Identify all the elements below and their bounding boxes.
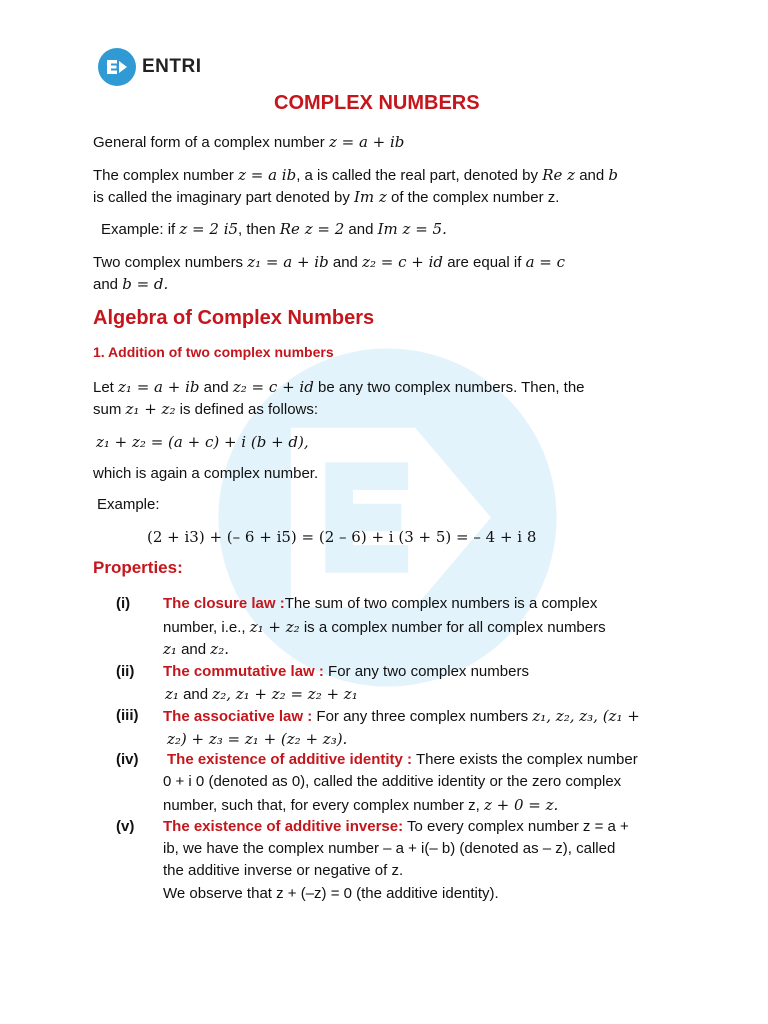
text-span: Let	[93, 379, 114, 396]
property-commutative-line1	[163, 661, 529, 683]
math-span: z₁ + z₂	[125, 400, 176, 418]
math-span: z₁	[165, 685, 179, 703]
addition-subheading: 1. Addition of two complex numbers	[93, 344, 334, 360]
algebra-heading: Algebra of Complex Numbers	[93, 307, 375, 329]
example-formula	[147, 526, 536, 549]
real-part-line	[93, 164, 618, 187]
property-inverse-line2: ib, we have the complex number – a + i(– b) (denoted as – z), called	[163, 840, 616, 857]
property-number: (ii)	[116, 663, 135, 680]
text-span: is defined as follows:	[179, 401, 319, 418]
math-span: z₂ = c + id	[232, 378, 314, 396]
text-span: For any three complex numbers	[312, 708, 529, 725]
math-span: Im z	[354, 188, 387, 206]
sum-line	[93, 398, 318, 421]
math-span: b = d.	[122, 275, 169, 293]
property-name: The closure law :	[163, 595, 285, 612]
property-identity-line2: 0 + i 0 (denoted as 0), called the additive identity or the zero complex	[163, 773, 622, 790]
text-span: Example: if	[101, 221, 176, 238]
text-span: Two complex numbers	[93, 254, 244, 271]
property-identity-line1	[167, 749, 638, 771]
property-number: (v)	[116, 818, 135, 835]
math-span: z₂.	[210, 640, 229, 658]
math-span: (2 + i3) + (– 6 + i5) = (2 – 6) + i (3 + 5) = – 4 + i 8	[147, 528, 537, 546]
math-span: z₂ = c + id	[362, 253, 444, 271]
property-commutative-line2	[165, 683, 358, 706]
again-line: which is again a complex number.	[93, 465, 319, 482]
text-span: sum	[93, 401, 122, 418]
entri-logo-icon	[98, 48, 136, 86]
general-form-text: General form of a complex number	[93, 134, 325, 151]
math-span: Im z = 5.	[377, 220, 447, 238]
general-form-line	[93, 131, 404, 154]
text-span: and	[203, 379, 229, 396]
properties-heading: Properties:	[93, 558, 183, 577]
property-closure-line1	[163, 593, 597, 615]
text-span: is called the imaginary part denoted by	[93, 189, 350, 206]
text-span: be any two complex numbers. Then, the	[317, 379, 585, 396]
text-span: number, i.e.,	[163, 619, 246, 636]
property-closure-line2	[163, 616, 606, 639]
page-title: COMPLEX NUMBERS	[274, 92, 480, 114]
property-inverse-line4: We observe that z + (–z) = 0 (the additive identity).	[163, 885, 499, 902]
text-span: number, such that, for every complex number z,	[163, 797, 480, 814]
equality-line-2	[93, 273, 168, 296]
property-associative-line2	[167, 728, 347, 751]
math-span: z + 0 = z.	[483, 796, 559, 814]
example-line	[101, 218, 447, 241]
text-span: and	[332, 254, 358, 271]
math-span: z = 2 i5	[179, 220, 239, 238]
sum-formula	[96, 431, 309, 454]
math-span: z₁ + z₂ = (a + c) + i (b + d),	[96, 433, 309, 451]
let-line	[93, 376, 585, 399]
brand-name: ENTRI	[142, 56, 202, 77]
math-span: z₁ + z₂	[249, 618, 300, 636]
equality-line	[93, 251, 565, 274]
text-span: For any two complex numbers	[323, 663, 529, 680]
imaginary-part-line	[93, 186, 559, 209]
general-form-math: z = a + ib	[328, 133, 405, 151]
text-span: and	[93, 276, 119, 293]
text-span: The sum of two complex numbers is a complex	[284, 595, 598, 612]
math-span: Re z = 2	[279, 220, 345, 238]
property-associative-line1	[163, 705, 640, 728]
text-span: and	[183, 686, 209, 703]
text-span: To every complex number z = a +	[403, 818, 629, 835]
math-span: a = c	[525, 253, 566, 271]
property-inverse-line3: the additive inverse or negative of z.	[163, 862, 404, 879]
math-span: b	[608, 166, 619, 184]
property-name: The existence of additive inverse:	[163, 818, 404, 835]
property-inverse-line1	[163, 816, 629, 838]
text-span: of the complex number z.	[391, 189, 560, 206]
example-label: Example:	[97, 496, 160, 513]
text-span: There exists the complex number	[412, 751, 638, 768]
property-name: The commutative law :	[163, 663, 324, 680]
math-span: Re z	[542, 166, 576, 184]
math-span: z₂) + z₃ = z₁ + (z₂ + z₃).	[167, 730, 348, 748]
text-span: , a is called the real part, denoted by	[296, 167, 539, 184]
math-span: z₁ = a + ib	[118, 378, 200, 396]
text-span: and	[579, 167, 605, 184]
text-span: is a complex number for all complex numbers	[303, 619, 606, 636]
math-span: z₂, z₁ + z₂ = z₂ + z₁	[212, 685, 358, 703]
property-number: (i)	[116, 595, 131, 612]
math-span: z₁	[163, 640, 177, 658]
property-identity-line3	[163, 794, 558, 817]
property-name: The associative law :	[163, 708, 313, 725]
text-span: are equal if	[447, 254, 522, 271]
math-span: z₁, z₂, z₃, (z₁ +	[532, 707, 640, 725]
text-span: The complex number	[93, 167, 234, 184]
property-closure-line3	[163, 638, 229, 661]
property-name: The existence of additive identity :	[167, 751, 413, 768]
math-span: z = a ib	[238, 166, 297, 184]
text-span: and	[348, 221, 374, 238]
math-span: z₁ = a + ib	[247, 253, 329, 271]
text-span: , then	[238, 221, 276, 238]
property-number: (iv)	[116, 751, 139, 768]
property-number: (iii)	[116, 707, 139, 724]
text-span: and	[181, 641, 207, 658]
